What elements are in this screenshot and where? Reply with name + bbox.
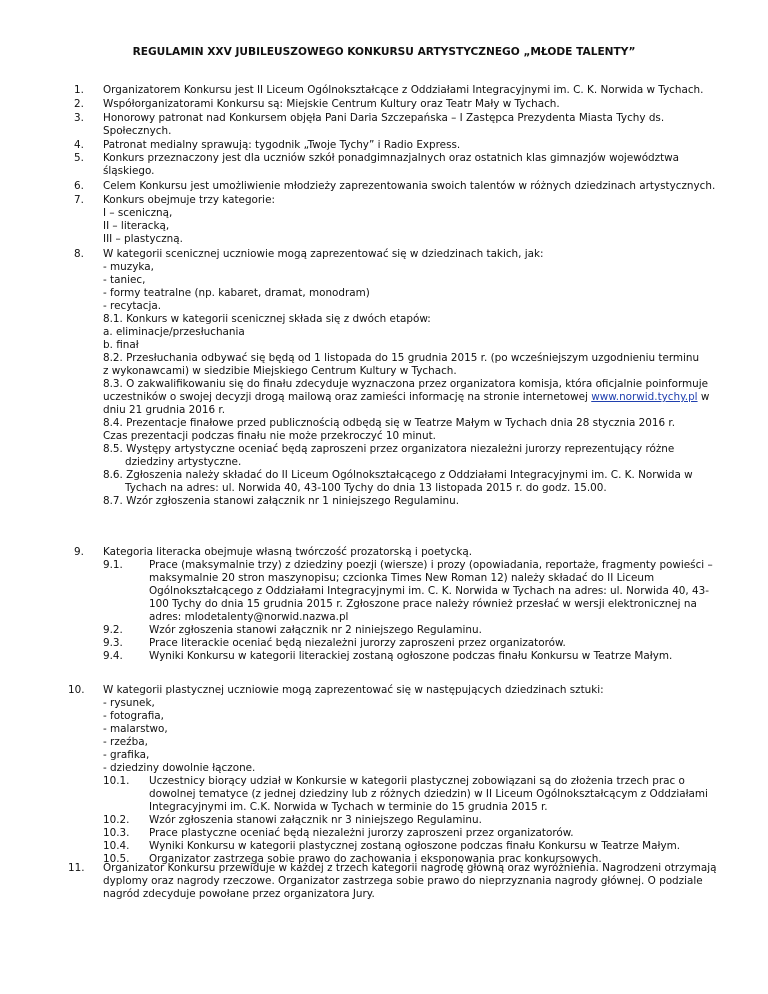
rule-text-line: Prace (maksymalnie trzy) z dziedziny poezji (wiersze) i prozy (opowiadania, reportaże, fragmenty powieści –: [149, 559, 713, 571]
rule-text-line: Organizatorem Konkursu jest II Liceum Ogólnokształcące z Oddziałami Integracyjnymi im. C. K. Norwida w Tychach.: [103, 84, 704, 96]
rule-text-line: Wyniki Konkursu w kategorii literackiej zostaną ogłoszone podczas finału Konkursu w Teatrze Małym.: [149, 650, 673, 662]
item-number: 8.: [74, 248, 84, 260]
rule-text-line: Patronat medialny sprawują: tygodnik „Twoje Tychy” i Radio Express.: [103, 139, 461, 151]
rule-text-line: Prace plastyczne oceniać będą niezależni jurorzy zaproszeni przez organizatorów.: [149, 827, 574, 839]
rule-text-line: - malarstwo,: [103, 723, 168, 735]
item-number: 5.: [74, 152, 84, 164]
rule-text-line: Uczestnicy biorący udział w Konkursie w kategorii plastycznej zobowiązani są do złożenia trzech prac o: [149, 775, 685, 787]
rule-text-line: Integracyjnymi im. C.K. Norwida w Tychach w terminie do 15 grudnia 2015 r.: [149, 801, 548, 813]
rule-text-line: dyplomy oraz nagrody rzeczowe. Organizator zastrzega sobie prawo do nieprzyznania nagrody głównej. O podziale: [103, 875, 703, 887]
item-number: 10.: [68, 684, 85, 696]
rule-text-line: Wzór zgłoszenia stanowi załącznik nr 2 niniejszego Regulaminu.: [149, 624, 482, 636]
item-number: 3.: [74, 112, 84, 124]
rule-text-line: z wykonawcami) w siedzibie Miejskiego Centrum Kultury w Tychach.: [103, 365, 457, 377]
rule-text-line: - taniec,: [103, 274, 146, 286]
rule-text-line: Organizator zastrzega sobie prawo do zachowania i eksponowania prac konkursowych.: [149, 853, 602, 865]
sub-item-number: 10.3.: [103, 827, 130, 839]
rule-text-line: śląskiego.: [103, 165, 155, 177]
rule-text-line: dowolnej tematyce (z jednej dziedziny lub z różnych dziedzin) w II Liceum Ogólnokształcącym z Oddziałami: [149, 788, 708, 800]
rule-text-line: - rysunek,: [103, 697, 155, 709]
sub-item-number: 10.2.: [103, 814, 130, 826]
rule-text-line: 8.3. O zakwalifikowaniu się do finału zdecyduje wyznaczona przez organizatora komisja, która oficjalnie poinformuje: [103, 378, 709, 390]
rule-text-line: Społecznych.: [103, 125, 172, 137]
rule-text-line: 8.2. Przesłuchania odbywać się będą od 1 listopada do 15 grudnia 2015 r. (po wcześniejszym uzgodnieniu terminu: [103, 352, 700, 364]
item-number: 9.: [74, 546, 84, 558]
rule-text-line: I – sceniczną,: [103, 207, 173, 219]
item-number: 11.: [68, 862, 85, 874]
website-link[interactable]: [591, 391, 697, 403]
rule-text-line: Tychach na adres: ul. Norwida 40, 43-100 Tychy do dnia 13 listopada 2015 r. do godz. 15.00.: [125, 482, 607, 494]
rule-text-line: nagród zdecyduje powołane przez organizatora Jury.: [103, 888, 375, 900]
rule-text-line: 8.7. Wzór zgłoszenia stanowi załącznik nr 1 niniejszego Regulaminu.: [103, 495, 460, 507]
rule-text-line: W kategorii scenicznej uczniowie mogą zaprezentować się w dziedzinach takich, jak:: [103, 248, 544, 260]
sub-item-number: 9.2.: [103, 624, 123, 636]
rule-text-line: Kategoria literacka obejmuje własną twórczość prozatorską i poetycką.: [103, 546, 473, 558]
rule-text-line: Czas prezentacji podczas finału nie może przekroczyć 10 minut.: [103, 430, 436, 442]
sub-item-number: 10.1.: [103, 775, 130, 787]
item-number: 7.: [74, 194, 84, 206]
rule-text-line: b. finał: [103, 339, 139, 351]
rule-text-line: dziedziny artystyczne.: [125, 456, 242, 468]
rule-text-line: - recytacja.: [103, 300, 162, 312]
item-number: 4.: [74, 139, 84, 151]
rule-text-line: Współorganizatorami Konkursu są: Miejskie Centrum Kultury oraz Teatr Mały w Tychach.: [103, 98, 560, 110]
rule-text-line: 100 Tychy do dnia 15 grudnia 2015 r. Zgłoszone prace należy również przesłać w wersji elektronicznej na: [149, 598, 697, 610]
rule-text-line: Wyniki Konkursu w kategorii plastycznej zostaną ogłoszone podczas finału Konkursu w Teatrze Małym.: [149, 840, 681, 852]
rule-text-line: 8.6. Zgłoszenia należy składać do II Liceum Ogólnokształcącego z Oddziałami Integracyjnymi im. C. K. Norwida w: [103, 469, 693, 481]
rule-text-line: adres: mlodetalenty@norwid.nazwa.pl: [149, 611, 349, 623]
sub-item-number: 9.4.: [103, 650, 123, 662]
rule-text-line: maksymalnie 20 stron maszynopisu; czcionka Times New Roman 12) należy składać do II Liceum: [149, 572, 655, 584]
document-title: REGULAMIN XXV JUBILEUSZOWEGO KONKURSU ARTYSTYCZNEGO „MŁODE TALENTY”: [132, 46, 636, 58]
rule-text-line: 8.1. Konkurs w kategorii scenicznej składa się z dwóch etapów:: [103, 313, 431, 325]
sub-item-number: 9.1.: [103, 559, 123, 571]
rule-text-line: 8.4. Prezentacje finałowe przed publicznością odbędą się w Teatrze Małym w Tychach dnia 28 stycznia 2016 r.: [103, 417, 675, 429]
item-number: 1.: [74, 84, 84, 96]
rule-text-line: uczestników o swojej decyzji drogą mailową oraz zamieści informację na stronie internetowej www.norwid.tychy.pl w: [103, 391, 710, 403]
item-number: 2.: [74, 98, 84, 110]
rule-text-line: Konkurs przeznaczony jest dla uczniów szkół ponadgimnazjalnych oraz ostatnich klas gimnazjów województwa: [103, 152, 680, 164]
rule-text-line: Ogólnokształcącego z Oddziałami Integracyjnymi im. C. K. Norwida w Tychach na adres: ul. Norwida 40, 43-: [149, 585, 709, 597]
rule-text-line: Honorowy patronat nad Konkursem objęła Pani Daria Szczepańska – I Zastępca Prezydenta Miasta Tychy ds.: [103, 112, 665, 124]
rule-text-line: - dziedziny dowolnie łączone.: [103, 762, 256, 774]
rule-text-line: - grafika,: [103, 749, 150, 761]
website-link-text[interactable]: www.norwid.tychy.pl: [591, 391, 698, 403]
rule-text-line: - rzeźba,: [103, 736, 148, 748]
rule-text-line: - fotografia,: [103, 710, 164, 722]
rule-text-line: Konkurs obejmuje trzy kategorie:: [103, 194, 275, 206]
rule-text-line: Prace literackie oceniać będą niezależni jurorzy zaproszeni przez organizatorów.: [149, 637, 566, 649]
sub-item-number: 10.4.: [103, 840, 130, 852]
sub-item-number: 10.5.: [103, 853, 130, 865]
rule-text-line: II – literacką,: [103, 220, 170, 232]
rule-text-line: dniu 21 grudnia 2016 r.: [103, 404, 226, 416]
rule-text-line: Celem Konkursu jest umożliwienie młodzieży zaprezentowania swoich talentów w różnych dziedzinach artystycznych.: [103, 180, 716, 192]
sub-item-number: 9.3.: [103, 637, 123, 649]
rule-text-line: W kategorii plastycznej uczniowie mogą zaprezentować się w następujących dziedzinach sztuki:: [103, 684, 604, 696]
item-number: 6.: [74, 180, 84, 192]
rule-text-line: 8.5. Występy artystyczne oceniać będą zaproszeni przez organizatora niezależni jurorzy reprezentujący różne: [103, 443, 675, 455]
rule-text-line: a. eliminacje/przesłuchania: [103, 326, 245, 338]
rule-text-line: III – plastyczną.: [103, 233, 183, 245]
link-trailing-word: w: [697, 391, 710, 403]
rule-text-line: Wzór zgłoszenia stanowi załącznik nr 3 niniejszego Regulaminu.: [149, 814, 482, 826]
rule-text-line: - muzyka,: [103, 261, 154, 273]
rule-text-line: Organizator Konkursu przewiduje w każdej z trzech kategorii nagrodę główną oraz wyróżnienia. Nagrodzeni otrzymają: [103, 862, 717, 874]
rule-text-line: - formy teatralne (np. kabaret, dramat, monodram): [103, 287, 370, 299]
